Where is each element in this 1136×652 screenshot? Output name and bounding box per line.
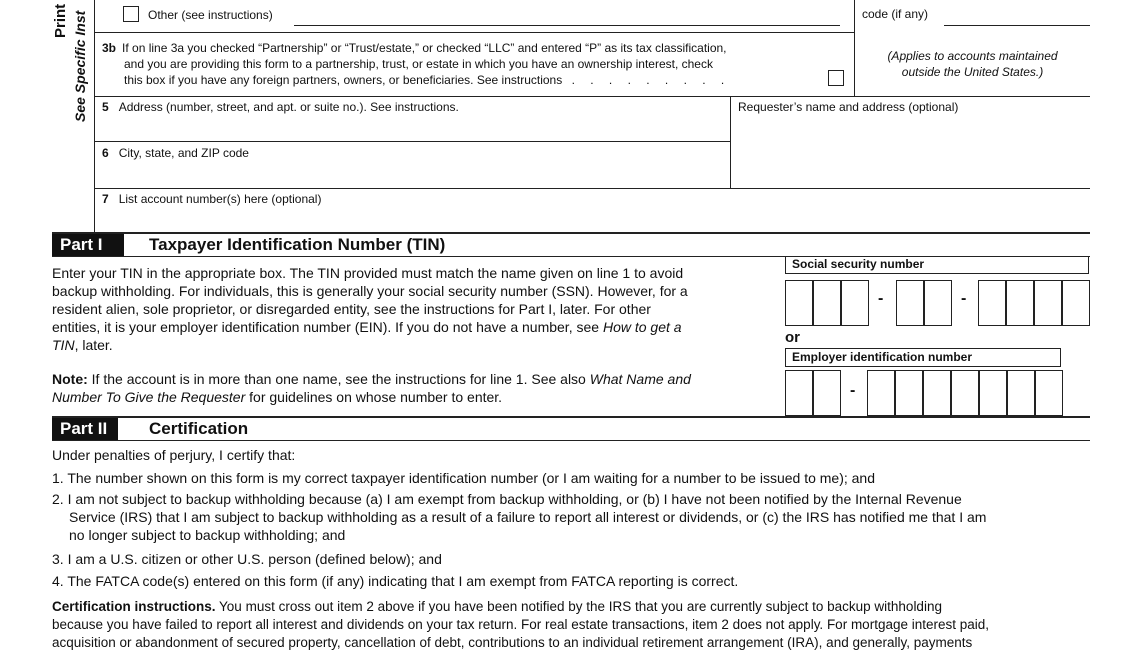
ein-digit-5[interactable]	[923, 370, 951, 416]
line3b-text	[102, 40, 842, 88]
certification-instructions	[52, 598, 1092, 652]
or-label: or	[785, 329, 800, 346]
ein-digit-2[interactable]	[813, 370, 841, 416]
ein-label: Employer identification number	[785, 348, 1061, 367]
part1-para-3: resident alien, sole proprietor, or disregarded entity, see the instructions for Part I, later. For other	[52, 301, 651, 317]
certification-item-2-line-2: Service (IRS) that I am subject to backup withholding as a result of a failure to report all interest or dividends, or (c) the IRS has notified me that I am	[69, 509, 987, 525]
note-text-2a: Number To Give the Requester	[52, 389, 246, 405]
ein-digit-3[interactable]	[867, 370, 895, 416]
ssn-digit-8[interactable]	[1034, 280, 1062, 326]
line3b-text-3: this box if you have any foreign partners, owners, or beneficiaries. See instructions	[124, 73, 563, 87]
part1-note	[52, 370, 772, 406]
ssn-digit-6[interactable]	[978, 280, 1006, 326]
line5-field[interactable]	[102, 100, 459, 114]
right-box-border	[854, 0, 855, 96]
ssn-dash-1: -	[878, 290, 884, 307]
part1-para-4a: entities, it is your employer identification number (EIN). If you do not have a number, see	[52, 319, 603, 335]
ssn-digit-9[interactable]	[1062, 280, 1090, 326]
ssn-digit-3[interactable]	[841, 280, 869, 326]
ssn-label: Social security number	[785, 256, 1089, 274]
exempt-code-label: code (if any)	[862, 7, 929, 21]
line7-label: List account number(s) here (optional)	[118, 192, 322, 206]
part2-bottom-rule	[52, 440, 1090, 441]
certification-instructions-line-3: acquisition or abandonment of secured property, cancellation of debt, contributions to an individual retirement arrangement (IRA), and generally, payments	[52, 635, 973, 650]
line3b-number: 3b	[102, 41, 117, 55]
top-row-bottom-border	[94, 32, 854, 33]
line6-field[interactable]	[102, 146, 249, 160]
certification-instructions-line-2: because you have failed to report all interest and dividends on your tax return. For real estate transactions, item 2 does not apply. For mortgage interest paid,	[52, 617, 990, 632]
note-text-2b: for guidelines on whose number to enter.	[245, 389, 503, 405]
note-text-1a: If the account is in more than one name, see the instructions for line 1. See also	[87, 371, 590, 387]
exempt-code-input-line	[944, 25, 1090, 26]
other-input-line	[294, 25, 840, 26]
line6-bottom-border	[94, 188, 1090, 189]
ein-digit-4[interactable]	[895, 370, 923, 416]
part1-title: Taxpayer Identification Number (TIN)	[149, 235, 446, 254]
other-checkbox[interactable]	[123, 6, 139, 22]
certification-item-1: 1. The number shown on this form is my correct taxpayer identification number (or I am waiting for a number to be issued to me); and	[52, 470, 876, 486]
certification-instructions-label: Certification instructions.	[52, 599, 216, 614]
ssn-digit-2[interactable]	[813, 280, 841, 326]
line5-label: Address (number, street, and apt. or suite no.). See instructions.	[118, 100, 459, 114]
ein-digit-9[interactable]	[1035, 370, 1063, 416]
ein-digit-6[interactable]	[951, 370, 979, 416]
certification-item-2-line-1: 2. I am not subject to backup withholding because (a) I am exempt from backup withholding, or (b) I have not been notified by the Internal Revenue	[52, 491, 962, 507]
line5-number: 5	[102, 100, 109, 114]
line6-label: City, state, and ZIP code	[118, 146, 249, 160]
line3b-text-2: and you are providing this form to a partnership, trust, or estate in which you have an ownership interest, check	[124, 57, 713, 71]
applies-note	[860, 48, 1085, 80]
applies-note-line-2: outside the United States.)	[901, 65, 1044, 79]
see-specific-instructions-label: See Specific Inst	[72, 10, 88, 122]
certification-intro: Under penalties of perjury, I certify that:	[52, 447, 296, 463]
ssn-digit-7[interactable]	[1006, 280, 1034, 326]
line3b-text-1: If on line 3a you checked “Partnership” or “Trust/estate,” or checked “LLC” and entered “P” as its tax classification,	[122, 41, 727, 55]
certification-item-2	[52, 490, 1092, 544]
sidebar-see-instructions	[72, 0, 92, 125]
how-to-get-tin-link: How to get a	[602, 319, 682, 335]
part1-instructions	[52, 264, 772, 354]
ssn-dash-2: -	[961, 290, 967, 307]
form-left-border	[94, 0, 95, 233]
tin-text: TIN	[52, 337, 75, 353]
line5-bottom-border	[94, 141, 730, 142]
certification-item-2-line-3: no longer subject to backup withholding; and	[69, 527, 346, 543]
ssn-digit-4[interactable]	[896, 280, 924, 326]
applies-note-line-1: (Applies to accounts maintained	[887, 49, 1058, 63]
foreign-partners-checkbox[interactable]	[828, 70, 844, 86]
part1-para-5b: , later.	[74, 337, 113, 353]
part2-tag: Part II	[52, 418, 118, 440]
requester-box-border	[730, 96, 731, 188]
print-label: Print	[52, 3, 69, 38]
ein-digit-1[interactable]	[785, 370, 813, 416]
line3b-dots: . . . . . . . . .	[571, 73, 731, 87]
part1-tag: Part I	[52, 234, 124, 256]
note-text-1b: What Name and	[589, 371, 691, 387]
other-label: Other (see instructions)	[148, 8, 273, 22]
ssn-digit-1[interactable]	[785, 280, 813, 326]
note-label: Note:	[52, 371, 88, 387]
ein-digit-7[interactable]	[979, 370, 1007, 416]
part1-para-1: Enter your TIN in the appropriate box. The TIN provided must match the name given on line 1 to avoid	[52, 265, 684, 281]
certification-item-4: 4. The FATCA code(s) entered on this form (if any) indicating that I am exempt from FATCA reporting is correct.	[52, 573, 739, 589]
line3b-bottom-border	[94, 96, 1090, 97]
certification-item-3: 3. I am a U.S. citizen or other U.S. person (defined below); and	[52, 551, 442, 567]
ssn-digit-5[interactable]	[924, 280, 952, 326]
line6-number: 6	[102, 146, 109, 160]
part1-para-2: backup withholding. For individuals, this is generally your social security number (SSN). However, for a	[52, 283, 688, 299]
part2-title: Certification	[149, 419, 249, 438]
line7-number: 7	[102, 192, 109, 206]
line7-field[interactable]	[102, 192, 321, 206]
ein-dash: -	[850, 382, 856, 399]
ein-digit-8[interactable]	[1007, 370, 1035, 416]
certification-instructions-line-1: You must cross out item 2 above if you have been notified by the IRS that you are currently subject to backup withholding	[215, 599, 942, 614]
requester-label: Requester’s name and address (optional)	[738, 100, 959, 114]
